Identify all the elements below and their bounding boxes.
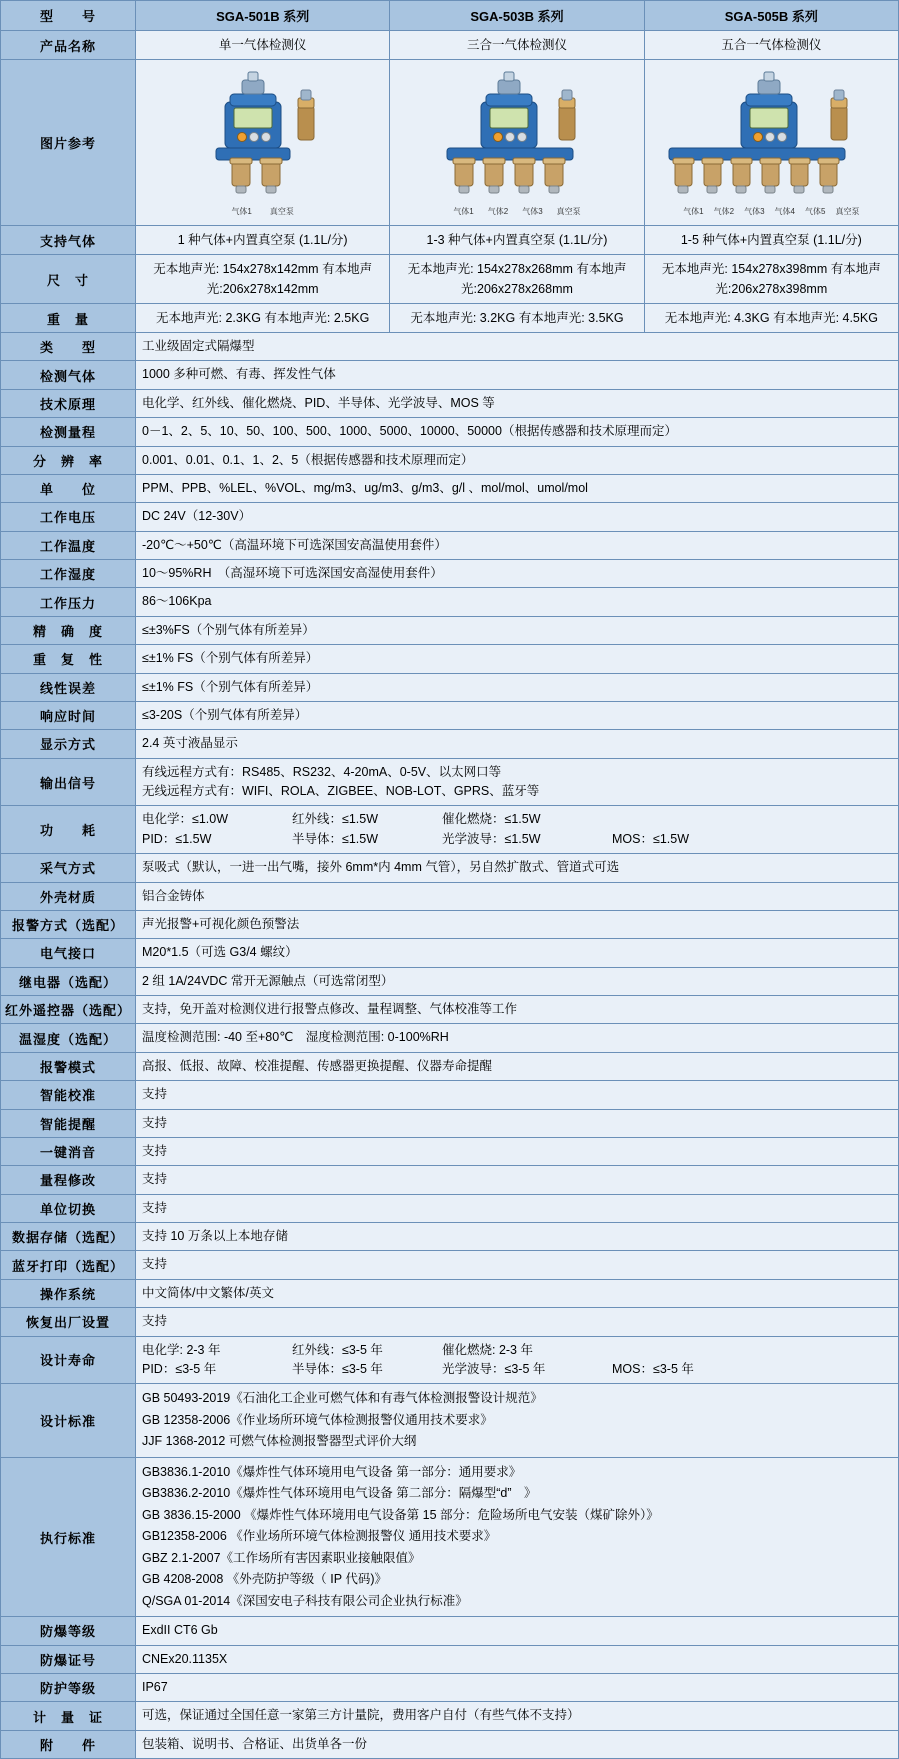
table-row-protection-grade <box>1 1674 899 1702</box>
row-value-sampling: 泵吸式（默认，一进一出气嘴，接外 6mm*内 4mm 气管），另自然扩散式、管道式可选 <box>136 854 899 882</box>
row-label-repeatability: 重 复 性 <box>1 645 136 673</box>
design-standard-line-3: JJF 1368-2012 可燃气体检测报警器型式评价大纲 <box>142 1434 417 1449</box>
output-signal-wireless: 无线远程方式有：WIFI、ROLA、ZIGBEE、NOB-LOT、GPRS、蓝牙等 <box>142 784 540 798</box>
row-value-explosion-cert: CNEx20.1135X <box>136 1645 899 1673</box>
size-2-line1: 无本地声光: 154x278x268mm <box>407 262 573 276</box>
table-row-weight <box>1 304 899 333</box>
row-label-power: 功 耗 <box>1 806 136 854</box>
row-value-detect-gas: 1000 多种可燃、有毒、挥发性气体 <box>136 361 899 389</box>
table-row-metrology-cert <box>1 1702 899 1730</box>
row-label-os: 操作系统 <box>1 1279 136 1307</box>
row-value-lifespan <box>136 1336 899 1384</box>
row-label-detect-gas: 检测气体 <box>1 361 136 389</box>
size-1-line2: 有本地声光:206x278x142mm <box>206 262 373 296</box>
product-name-1: 单一气体检测仪 <box>136 31 390 60</box>
row-label-type: 类 型 <box>1 333 136 361</box>
row-value-one-key-mute: 支持 <box>136 1137 899 1165</box>
power-pid: PID：≤1.5W <box>142 831 212 846</box>
table-row-display <box>1 730 899 758</box>
detector-illustration-2 <box>409 68 624 208</box>
image-caption-3-5: 气体5 <box>805 207 826 216</box>
row-value-output-signal <box>136 758 899 806</box>
row-label-protection-grade: 防护等级 <box>1 1674 136 1702</box>
row-value-voltage: DC 24V（12-30V） <box>136 503 899 531</box>
row-value-smart-calibration: 支持 <box>136 1081 899 1109</box>
row-value-range: 0－1、2、5、10、50、100、500、1000、5000、10000、50000（根据传感器和技术原理而定） <box>136 418 899 446</box>
size-3-line1: 无本地声光: 154x278x398mm <box>661 262 828 276</box>
exec-standard-line-3: GB 3836.15-2000 《爆炸性气体环境用电气设备第 15 部分：危险场所电气安装（煤矿除外）》 <box>142 1507 659 1522</box>
table-row-temp-humidity <box>1 1024 899 1052</box>
row-value-accessories: 包装箱、说明书、合格证、出货单各一份 <box>136 1730 899 1758</box>
row-label-weight: 重 量 <box>1 304 136 333</box>
table-row-voltage <box>1 503 899 531</box>
row-value-smart-reminder: 支持 <box>136 1109 899 1137</box>
row-value-accuracy: ≤±3%FS（个别气体有所差异） <box>136 616 899 644</box>
power-infrared: 红外线：≤1.5W <box>292 812 379 827</box>
product-image-1 <box>136 60 390 226</box>
row-label-explosion-cert: 防爆证号 <box>1 1645 136 1673</box>
row-label-alarm-mode: 报警模式 <box>1 1052 136 1080</box>
design-standard-line-1: GB 50493-2019《石油化工企业可燃气体和有毒气体检测报警设计规范》 <box>142 1391 543 1406</box>
row-label-work-temp: 工作温度 <box>1 531 136 559</box>
table-row-smart-reminder <box>1 1109 899 1137</box>
detector-illustration-1 <box>170 68 355 208</box>
image-caption-3-6: 真空泵 <box>835 207 860 216</box>
image-caption-3-2: 气体2 <box>713 207 735 216</box>
row-value-unit-switch: 支持 <box>136 1194 899 1222</box>
row-label-alarm-method: 报警方式（选配） <box>1 910 136 938</box>
row-value-design-standard <box>136 1384 899 1458</box>
model-col-3: SGA-505B 系列 <box>644 1 898 31</box>
table-row-repeatability <box>1 645 899 673</box>
image-caption-1-1: 气体1 <box>231 207 252 216</box>
row-value-range-modify: 支持 <box>136 1166 899 1194</box>
exec-standard-line-5: GBZ 2.1-2007《工作场所有害因素职业接触限值》 <box>142 1550 421 1565</box>
exec-standard-line-2: GB3836.2-2010《爆炸性气体环境用电气设备 第二部分：隔爆型“d” 》 <box>142 1486 537 1501</box>
power-optical: 光学波导：≤1.5W <box>442 831 541 846</box>
table-row-shell-material <box>1 882 899 910</box>
table-row-range <box>1 418 899 446</box>
table-row-data-storage <box>1 1223 899 1251</box>
power-electrochemical: 电化学：≤1.0W <box>142 812 229 827</box>
product-name-3: 五合一气体检测仪 <box>644 31 898 60</box>
row-value-alarm-mode: 高报、低报、故障、校准提醒、传感器更换提醒、仪器寿命提醒 <box>136 1052 899 1080</box>
table-row-image-reference <box>1 60 899 226</box>
row-value-factory-reset: 支持 <box>136 1308 899 1336</box>
row-value-power <box>136 806 899 854</box>
row-label-explosion-grade: 防爆等级 <box>1 1617 136 1645</box>
row-label-smart-calibration: 智能校准 <box>1 1081 136 1109</box>
row-value-shell-material: 铝合金铸体 <box>136 882 899 910</box>
table-row-support-gas <box>1 226 899 255</box>
table-row-unit-switch <box>1 1194 899 1222</box>
row-label-product-name: 产品名称 <box>1 31 136 60</box>
lifespan-semiconductor: 半导体：≤3-5 年 <box>292 1361 383 1376</box>
table-row-bluetooth-print <box>1 1251 899 1279</box>
row-value-resolution: 0.001、0.01、0.1、1、2、5（根据传感器和技术原理而定） <box>136 446 899 474</box>
size-1-line1: 无本地声光: 154x278x142mm <box>153 262 319 276</box>
row-label-work-humidity: 工作湿度 <box>1 560 136 588</box>
support-gas-2: 1-3 种气体+内置真空泵 (1.1L/分) <box>390 226 644 255</box>
row-label-unit-switch: 单位切换 <box>1 1194 136 1222</box>
product-image-3 <box>644 60 898 226</box>
support-gas-3: 1-5 种气体+内置真空泵 (1.1L/分) <box>644 226 898 255</box>
table-row-work-temp <box>1 531 899 559</box>
weight-3-line1: 无本地声光: 4.3KG <box>664 311 770 325</box>
size-3 <box>644 255 898 304</box>
lifespan-catalytic: 催化燃烧: 2-3 年 <box>442 1342 533 1357</box>
weight-1-line2: 有本地声光: 2.5KG <box>264 311 370 325</box>
row-label-design-standard: 设计标准 <box>1 1384 136 1458</box>
row-label-factory-reset: 恢复出厂设置 <box>1 1308 136 1336</box>
weight-1-line1: 无本地声光: 2.3KG <box>156 311 261 325</box>
lifespan-pid: PID：≤3-5 年 <box>142 1361 217 1376</box>
row-label-linear-error: 线性误差 <box>1 673 136 701</box>
row-label-shell-material: 外壳材质 <box>1 882 136 910</box>
row-label-support-gas: 支持气体 <box>1 226 136 255</box>
output-signal-wired: 有线远程方式有：RS485、RS232、4-20mA、0-5V、以太网口等 <box>142 764 502 779</box>
weight-2-line2: 有本地声光: 3.5KG <box>518 311 624 325</box>
image-caption-2-1: 气体1 <box>453 207 474 216</box>
row-value-response-time: ≤3-20S（个别气体有所差异） <box>136 701 899 729</box>
row-label-temp-humidity: 温湿度（选配） <box>1 1024 136 1052</box>
row-label-electrical-interface: 电气接口 <box>1 939 136 967</box>
design-standard-line-2: GB 12358-2006《作业场所环境气体检测报警仪通用技术要求》 <box>142 1412 493 1427</box>
table-row-smart-calibration <box>1 1081 899 1109</box>
row-value-protection-grade: IP67 <box>136 1674 899 1702</box>
table-row-explosion-cert <box>1 1645 899 1673</box>
table-row-type <box>1 333 899 361</box>
table-row-exec-standard <box>1 1457 899 1617</box>
table-row-unit <box>1 474 899 502</box>
size-1 <box>136 255 390 304</box>
row-value-type: 工业级固定式隔爆型 <box>136 333 899 361</box>
row-value-display: 2.4 英寸液晶显示 <box>136 730 899 758</box>
exec-standard-line-4: GB12358-2006 《作业场所环境气体检测报警仪 通用技术要求》 <box>142 1529 497 1544</box>
table-row-os <box>1 1279 899 1307</box>
image-caption-1-2: 真空泵 <box>269 207 294 216</box>
row-label-smart-reminder: 智能提醒 <box>1 1109 136 1137</box>
lifespan-optical: 光学波导：≤3-5 年 <box>442 1361 546 1376</box>
row-value-exec-standard <box>136 1457 899 1617</box>
table-row-factory-reset <box>1 1308 899 1336</box>
table-row-design-standard <box>1 1384 899 1458</box>
row-label-lifespan: 设计寿命 <box>1 1336 136 1384</box>
product-name-2: 三合一气体检测仪 <box>390 31 644 60</box>
model-col-2: SGA-503B 系列 <box>390 1 644 31</box>
image-caption-2-3: 气体3 <box>522 207 543 216</box>
detector-illustration-3 <box>641 68 899 208</box>
exec-standard-line-6: GB 4208-2008 《外壳防护等级（ IP 代码)》 <box>142 1572 387 1587</box>
row-label-exec-standard: 执行标准 <box>1 1457 136 1617</box>
row-label-one-key-mute: 一键消音 <box>1 1137 136 1165</box>
table-row-electrical-interface <box>1 939 899 967</box>
table-row-accessories <box>1 1730 899 1758</box>
power-mos: MOS：≤1.5W <box>612 831 690 846</box>
row-value-temp-humidity: 温度检测范围: -40 至+80℃ 湿度检测范围: 0-100%RH <box>136 1024 899 1052</box>
size-2 <box>390 255 644 304</box>
image-caption-2-2: 气体2 <box>487 207 509 216</box>
row-label-sampling: 采气方式 <box>1 854 136 882</box>
image-caption-2-4: 真空泵 <box>556 207 581 216</box>
row-value-ir-remote: 支持，免开盖对检测仪进行报警点修改、量程调整、气体校准等工作 <box>136 996 899 1024</box>
table-row-size <box>1 255 899 304</box>
table-row-accuracy <box>1 616 899 644</box>
row-label-bluetooth-print: 蓝牙打印（选配） <box>1 1251 136 1279</box>
row-label-data-storage: 数据存储（选配） <box>1 1223 136 1251</box>
row-value-explosion-grade: ExdII CT6 Gb <box>136 1617 899 1645</box>
row-label-tech-principle: 技术原理 <box>1 389 136 417</box>
row-label-ir-remote: 红外遥控器（选配） <box>1 996 136 1024</box>
power-catalytic: 催化燃烧：≤1.5W <box>442 812 541 827</box>
row-value-metrology-cert: 可选，保证通过全国任意一家第三方计量院，费用客户自付（有些气体不支持） <box>136 1702 899 1730</box>
table-row-product-name <box>1 31 899 60</box>
row-value-data-storage: 支持 10 万条以上本地存储 <box>136 1223 899 1251</box>
row-value-work-humidity: 10～95%RH （高湿环境下可选深国安高湿使用套件） <box>136 560 899 588</box>
row-label-range-modify: 量程修改 <box>1 1166 136 1194</box>
weight-3 <box>644 304 898 333</box>
row-label-metrology-cert: 计 量 证 <box>1 1702 136 1730</box>
row-label-work-pressure: 工作压力 <box>1 588 136 616</box>
image-caption-3-4: 气体4 <box>774 207 795 216</box>
row-label-display: 显示方式 <box>1 730 136 758</box>
row-value-relay: 2 组 1A/24VDC 常开无源触点（可选常闭型） <box>136 967 899 995</box>
row-value-os: 中文简体/中文繁体/英文 <box>136 1279 899 1307</box>
row-value-tech-principle: 电化学、红外线、催化燃烧、PID、半导体、光学波导、MOS 等 <box>136 389 899 417</box>
row-label-output-signal: 输出信号 <box>1 758 136 806</box>
table-row-tech-principle <box>1 389 899 417</box>
support-gas-1: 1 种气体+内置真空泵 (1.1L/分) <box>136 226 390 255</box>
weight-2-line1: 无本地声光: 3.2KG <box>410 311 516 325</box>
image-caption-3-1: 气体1 <box>683 207 704 216</box>
table-row-linear-error <box>1 673 899 701</box>
model-col-1: SGA-501B 系列 <box>136 1 390 31</box>
row-label-range: 检测量程 <box>1 418 136 446</box>
row-label-accuracy: 精 确 度 <box>1 616 136 644</box>
row-value-repeatability: ≤±1% FS（个别气体有所差异） <box>136 645 899 673</box>
row-value-alarm-method: 声光报警+可视化颜色预警法 <box>136 910 899 938</box>
row-value-unit: PPM、PPB、%LEL、%VOL、mg/m3、ug/m3、g/m3、g/l 、mol/mol、umol/mol <box>136 474 899 502</box>
table-row-detect-gas <box>1 361 899 389</box>
row-label-accessories: 附 件 <box>1 1730 136 1758</box>
product-image-2 <box>390 60 644 226</box>
table-row-alarm-mode <box>1 1052 899 1080</box>
table-row-range-modify <box>1 1166 899 1194</box>
row-label-size: 尺 寸 <box>1 255 136 304</box>
lifespan-infrared: 红外线：≤3-5 年 <box>292 1342 383 1357</box>
row-value-electrical-interface: M20*1.5（可选 G3/4 螺纹） <box>136 939 899 967</box>
table-row-work-pressure <box>1 588 899 616</box>
row-label-response-time: 响应时间 <box>1 701 136 729</box>
row-label-voltage: 工作电压 <box>1 503 136 531</box>
row-label-model: 型 号 <box>1 1 136 31</box>
weight-2 <box>390 304 644 333</box>
row-value-linear-error: ≤±1% FS（个别气体有所差异） <box>136 673 899 701</box>
image-caption-3-3: 气体3 <box>744 207 765 216</box>
table-row-power <box>1 806 899 854</box>
exec-standard-line-1: GB3836.1-2010《爆炸性气体环境用电气设备 第一部分：通用要求》 <box>142 1464 522 1479</box>
row-label-unit: 单 位 <box>1 474 136 502</box>
table-row-output-signal <box>1 758 899 806</box>
table-row-work-humidity <box>1 560 899 588</box>
row-value-bluetooth-print: 支持 <box>136 1251 899 1279</box>
table-row-resolution <box>1 446 899 474</box>
table-row-lifespan <box>1 1336 899 1384</box>
row-value-work-pressure: 86～106Kpa <box>136 588 899 616</box>
exec-standard-line-7: Q/SGA 01-2014《深国安电子科技有限公司企业执行标准》 <box>142 1593 468 1608</box>
table-row-one-key-mute <box>1 1137 899 1165</box>
table-row-sampling <box>1 854 899 882</box>
row-label-relay: 继电器（选配） <box>1 967 136 995</box>
row-value-work-temp: -20℃～+50℃（高温环境下可选深国安高温使用套件） <box>136 531 899 559</box>
row-label-resolution: 分 辨 率 <box>1 446 136 474</box>
weight-1 <box>136 304 390 333</box>
row-label-image-reference: 图片参考 <box>1 60 136 226</box>
size-3-line2: 有本地声光:206x278x398mm <box>715 262 881 296</box>
size-2-line2: 有本地声光:206x278x268mm <box>461 262 627 296</box>
table-row-explosion-grade <box>1 1617 899 1645</box>
lifespan-electrochemical: 电化学: 2-3 年 <box>142 1342 221 1357</box>
table-row-alarm-method <box>1 910 899 938</box>
table-row-response-time <box>1 701 899 729</box>
weight-3-line2: 有本地声光: 4.5KG <box>773 311 878 325</box>
table-row-relay <box>1 967 899 995</box>
lifespan-mos: MOS：≤3-5 年 <box>612 1361 694 1376</box>
table-row-model <box>1 1 899 31</box>
power-semiconductor: 半导体：≤1.5W <box>292 831 379 846</box>
table-row-ir-remote <box>1 996 899 1024</box>
